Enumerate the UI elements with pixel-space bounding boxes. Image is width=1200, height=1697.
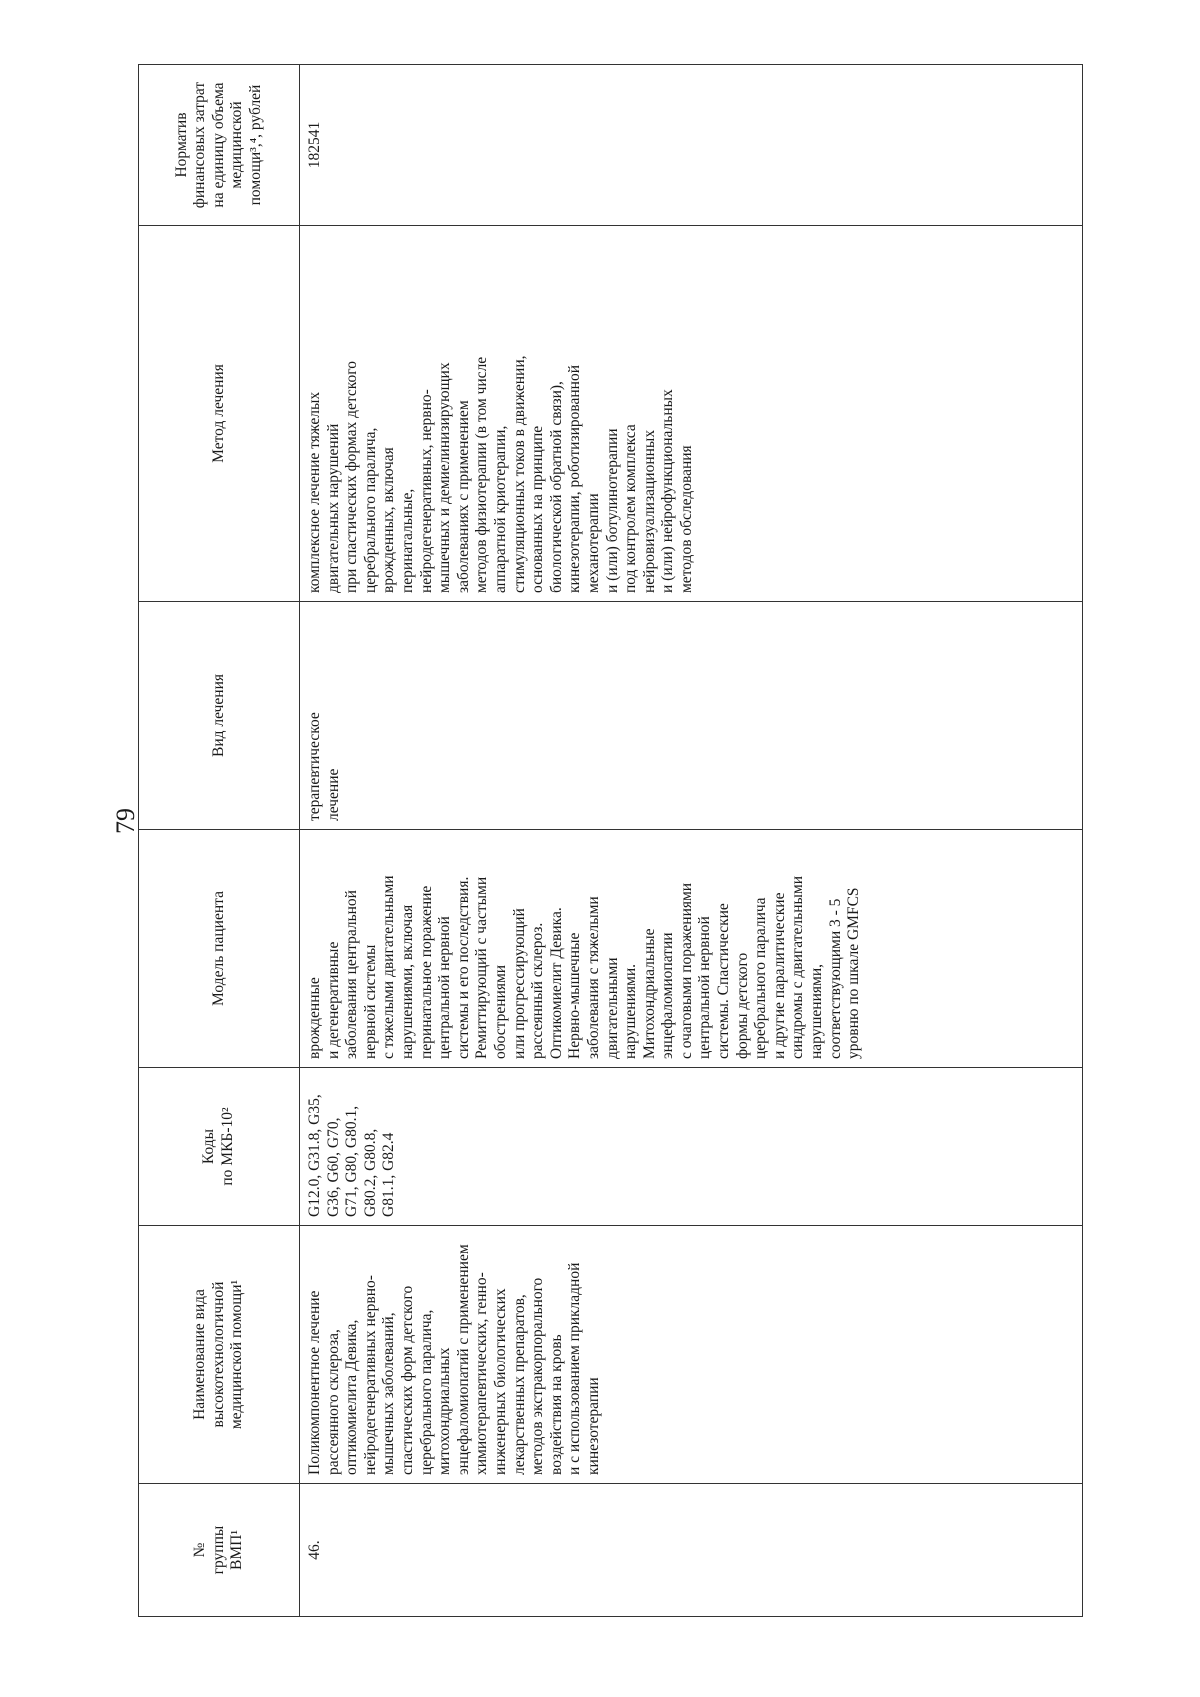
header-type: Вид лечения [139,602,300,830]
rotated-table-wrapper [138,65,1068,1617]
header-method: Метод лечения [139,226,300,602]
hmc-table [138,64,1083,1617]
cell-group-no: 46. [300,1484,1083,1617]
header-name: Наименование вида высокотехнологичной медицинской помощи¹ [139,1226,300,1484]
hmc-table-container [138,65,1068,1617]
header-codes: Коды по МКБ-10² [139,1068,300,1226]
header-row [139,65,300,1617]
cell-type: терапевтическое лечение [300,602,1083,830]
header-model: Модель пациента [139,830,300,1068]
cell-name: Поликомпонентное лечение рассеянного склероза, оптикомиелита Девика, нейродегенеративных нервно- мышечных заболеваний, спастических форм детского церебрального паралича, митохондриальных энцефаломиопатий с применением химиотерапевтических, генно- инженерных биологических лекарственных препаратов, методов экстракорпорального воздействия на кровь и с использованием прикладной кинезотерапии [300,1226,1083,1484]
cell-codes: G12.0, G31.8, G35, G36, G60, G70, G71, G80, G80.1, G80.2, G80.8, G81.1, G82.4 [300,1068,1083,1226]
cell-method: комплексное лечение тяжелых двигательных нарушений при спастических формах детского церебрального паралича, врожденных, включая перинатальные, нейродегенеративных, нервно- мышечных и демиелинизирующих заболеваниях с применением методов физиотерапии (в том числе аппаратной криотерапии, стимуляционных токов в движении, основанных на принципе биологической обратной связи), кинезотерапии, роботизированной механотерапии и (или) ботулинотерапии под контролем комплекса нейровизуализационных и (или) нейрофункциональных методов обследования [300,226,1083,602]
cell-norm: 182541 [300,65,1083,226]
table-row [300,65,1083,1617]
header-group-no: № группы ВМП¹ [139,1484,300,1617]
cell-model: врожденные и дегенеративные заболевания центральной нервной системы с тяжелыми двигательными нарушениями, включая перинатальное поражение центральной нервной системы и его последствия. Ремиттирующий с частыми обострениями или прогрессирующий рассеянный склероз. Оптикомиелит Девика. Нервно-мышечные заболевания с тяжелыми двигательными нарушениями. Митохондриальные энцефаломиопатии с очаговыми поражениями центральной нервной системы. Спастические формы детского церебрального паралича и другие паралитические синдромы с двигательными нарушениями, соответствующими 3 - 5 уровню по шкале GMFCS [300,830,1083,1068]
page-number: 79 [111,808,140,834]
header-norm: Норматив финансовых затрат на единицу объема медицинской помощи³,⁴, рублей [139,65,300,226]
